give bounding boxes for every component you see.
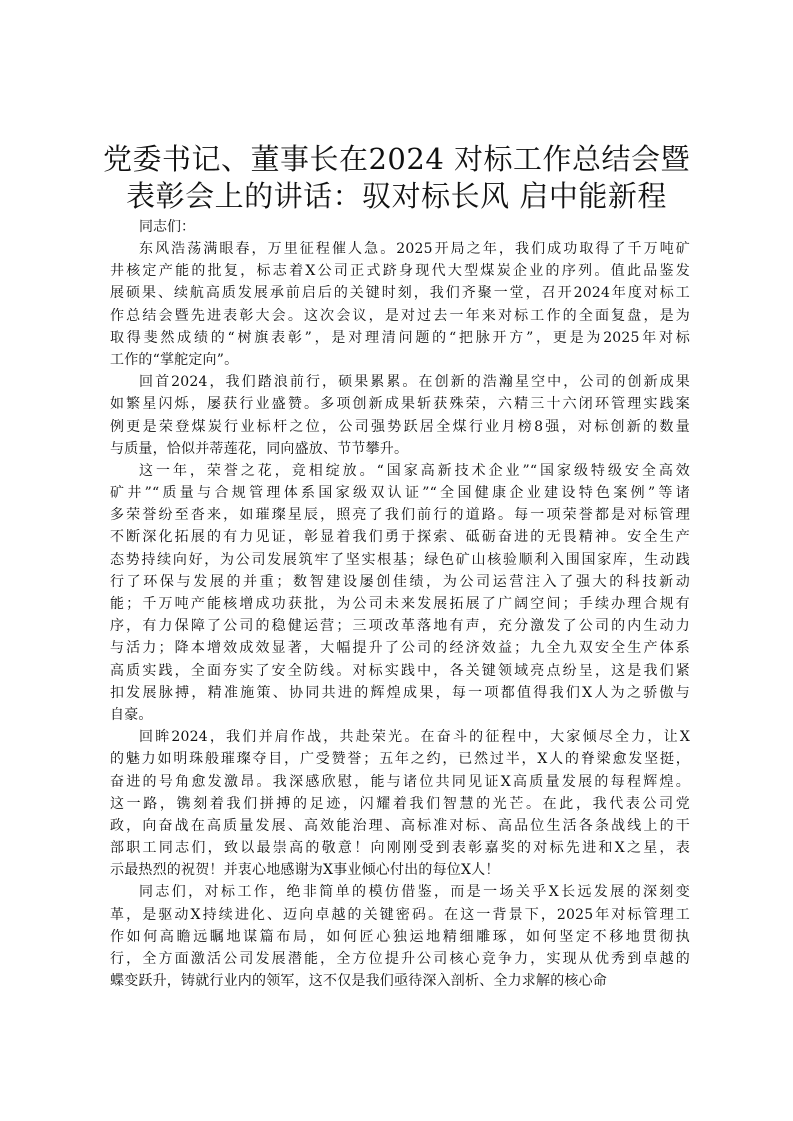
paragraph [110, 238, 690, 371]
paragraph-line: 能；千万吨产能核增成功获批，为公司未来发展拓展了广阔空间；手续办理合规有 [110, 596, 690, 612]
paragraph-line: 多荣誉纷至沓来，如璀璨星辰，照亮了我们前行的道路。每一项荣誉都是对标管理 [110, 507, 690, 524]
paragraph-line: 奋进的号角愈发激昂。我深感欣慰，能与诸位共同见证X高质量发展的每程辉煌。 [110, 773, 690, 790]
paragraph-line: 工作的“掌舵定向”。 [110, 351, 239, 368]
paragraph-line: 革，是驱动X持续进化、迈向卓越的关键密码。在这一背景下，2025年对标管理工 [110, 906, 690, 923]
paragraph-line: 与质量，恰似并蒂莲花，同向盛放、节节攀升。 [110, 440, 409, 457]
paragraph [110, 460, 690, 726]
paragraph-line: 蝶变跃升，铸就行业内的领军，这不仅是我们亟待深入剖析、全力求解的核心命 [110, 973, 607, 990]
document-title-line-2: 表彰会上的讲话：驭对标长风 启中能新程 [126, 179, 667, 213]
paragraph-line: 取得斐然成绩的“树旗表彰”，是对理清问题的“把脉开方”，更是为2025年对标 [110, 329, 690, 346]
paragraph-line: 同志们，对标工作，绝非简单的模仿借鉴，而是一场关乎X长远发展的深刻变 [139, 884, 690, 901]
paragraph-line: 这一年，荣誉之花，竞相绽放。“国家高新技术企业”“国家级特级安全高效 [139, 462, 690, 479]
paragraph-line: 作如何高瞻远瞩地谋篇布局，如何匠心独运地精细雕琢，如何坚定不移地贯彻执 [110, 928, 690, 945]
paragraph-line: 这一路，镌刻着我们拼搏的足迹，闪耀着我们智慧的光芒。在此，我代表公司党 [110, 795, 690, 812]
document-title-line-1: 党委书记、董事长在2024 对标工作总结会暨 [102, 142, 691, 176]
paragraph-line: 的魅力如明珠般璀璨夺目，广受赞誉；五年之约，已然过半，X人的脊梁愈发坚挺， [110, 751, 690, 768]
paragraph-line: 不断深化拓展的有力见证，彰显着我们勇于探索、砥砺奋进的无畏精神。安全生产 [110, 529, 690, 546]
paragraph-line: 井核定产能的批复，标志着X公司正式跻身现代大型煤炭企业的序列。值此品鉴发 [110, 263, 690, 280]
paragraph-line: 作总结会暨先进表彰大会。这次会议，是对过去一年来对标工作的全面复盘，是为 [110, 307, 690, 324]
greeting: 同志们： [139, 219, 195, 235]
paragraph-line: 展硕果、续航高质发展承前启后的关键时刻，我们齐聚一堂，召开2024年度对标工 [110, 285, 690, 302]
paragraph-line: 扣发展脉搏，精准施策、协同共进的辉煌成果，每一项都值得我们X人为之骄傲与 [110, 684, 690, 701]
paragraph [110, 881, 690, 992]
paragraph-line: 矿井”“质量与合规管理体系国家级双认证”“全国健康企业建设特色案例”等诸 [110, 485, 690, 502]
paragraph-line: 如繁星闪烁，屡获行业盛赞。多项创新成果斩获殊荣，六精三十六闭环管理实践案 [110, 396, 690, 413]
paragraph-line: 回首2024，我们踏浪前行，硕果累累。在创新的浩瀚星空中，公司的创新成果 [139, 374, 690, 391]
paragraph-line: 东风浩荡满眼春，万里征程催人急。2025开局之年，我们成功取得了千万吨矿 [139, 241, 690, 257]
paragraph [110, 726, 690, 881]
paragraph-line: 序，有力保障了公司的稳健运营；三项改革落地有声，充分激发了公司的内生动力 [110, 618, 690, 635]
paragraph-line: 例更是荣登煤炭行业标杆之位，公司强势跃居全煤行业月榜8强，对标创新的数量 [110, 418, 690, 435]
paragraph-line: 部职工同志们，致以最崇高的敬意！向刚刚受到表彰嘉奖的对标先进和X之星，表 [110, 840, 690, 857]
paragraph-line: 示最热烈的祝贺！并衷心地感谢为X事业倾心付出的每位X人！ [110, 862, 500, 879]
paragraph-line: 与活力；降本增效成效显著，大幅提升了公司的经济效益；九全九双安全生产体系 [110, 640, 690, 657]
paragraph-line: 行，全方面激活公司发展潜能，全方位提升公司核心竞争力，实现从优秀到卓越的 [110, 951, 690, 967]
paragraph-line: 回眸2024，我们并肩作战，共赴荣光。在奋斗的征程中，大家倾尽全力，让X [139, 729, 690, 746]
paragraph-line: 高质实践，全面夯实了安全防线。对标实践中，各关键领域亮点纷呈，这是我们紧 [110, 662, 690, 679]
document-body [110, 238, 690, 992]
paragraph-line: 态势持续向好，为公司发展筑牢了坚实根基；绿色矿山核验顺利入围国家库，生动践 [110, 551, 690, 568]
paragraph-line: 行了环保与发展的并重；数智建设屡创佳绩，为公司运营注入了强大的科技新动 [110, 573, 690, 590]
paragraph [110, 371, 690, 460]
paragraph-line: 政，向奋战在高质量发展、高效能治理、高标准对标、高品位生活各条战线上的干 [110, 817, 690, 834]
paragraph-line: 自豪。 [110, 706, 153, 723]
